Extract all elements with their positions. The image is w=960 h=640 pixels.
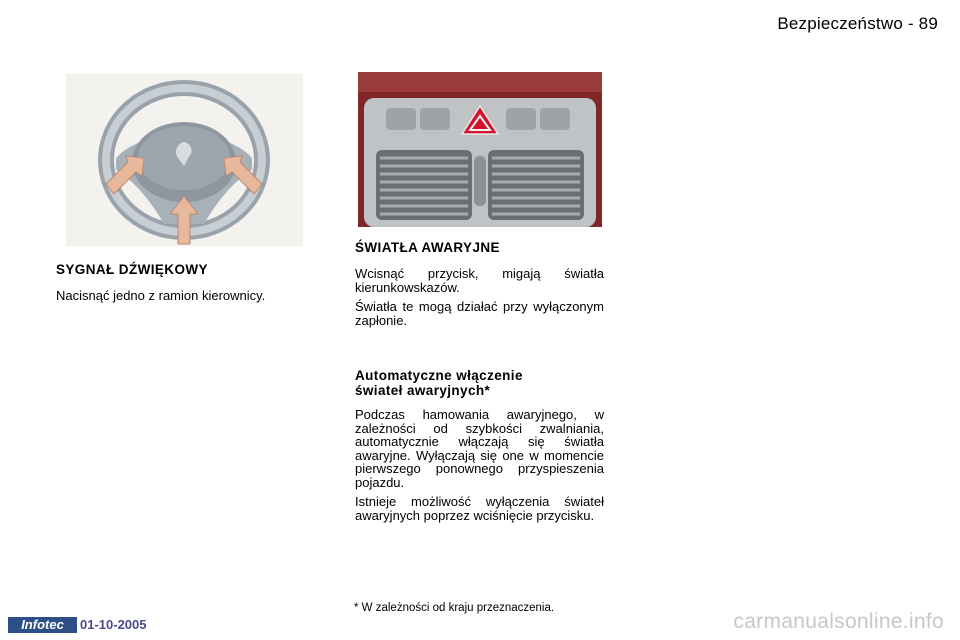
hazard-section <box>355 240 604 333</box>
auto-paragraph-2: Istnieje możliwość wyłączenia świateł awaryjnych poprzez wciśnięcie przycisku. <box>355 494 604 523</box>
auto-hazard-section <box>355 368 604 528</box>
hazard-heading: ŚWIATŁA AWARYJNE <box>355 240 500 255</box>
watermark: carmanualsonline.info <box>733 610 944 633</box>
horn-section <box>56 262 306 303</box>
auto-heading-line2: świateł awaryjnych* <box>355 383 491 398</box>
infotec-logo: Infotec <box>8 617 77 633</box>
hazard-panel-illustration <box>358 72 602 227</box>
auto-heading-line1: Automatyczne włączenie <box>355 368 523 383</box>
horn-heading: SYGNAŁ DŹWIĘKOWY <box>56 262 208 277</box>
auto-paragraph-1: Podczas hamowania awaryjnego, w zależności od szybkości zwalniania, automatycznie włączają się światła awaryjne. Wyłączają się one w momencie pierwszego ponownego przyspieszenia pojazdu. <box>355 407 604 490</box>
hazard-paragraph-2: Światła te mogą działać przy wyłączonym zapłonie. <box>355 299 604 328</box>
horn-text: Nacisnąć jedno z ramion kierownicy. <box>56 288 266 303</box>
footnote: * W zależności od kraju przeznaczenia. <box>354 602 555 614</box>
footer-date: 01-10-2005 <box>80 617 147 632</box>
page-header: Bezpieczeństwo - 89 <box>777 14 938 33</box>
steering-wheel-illustration <box>66 74 303 246</box>
hazard-paragraph-1: Wcisnąć przycisk, migają światła kierunkowskazów. <box>355 266 604 295</box>
